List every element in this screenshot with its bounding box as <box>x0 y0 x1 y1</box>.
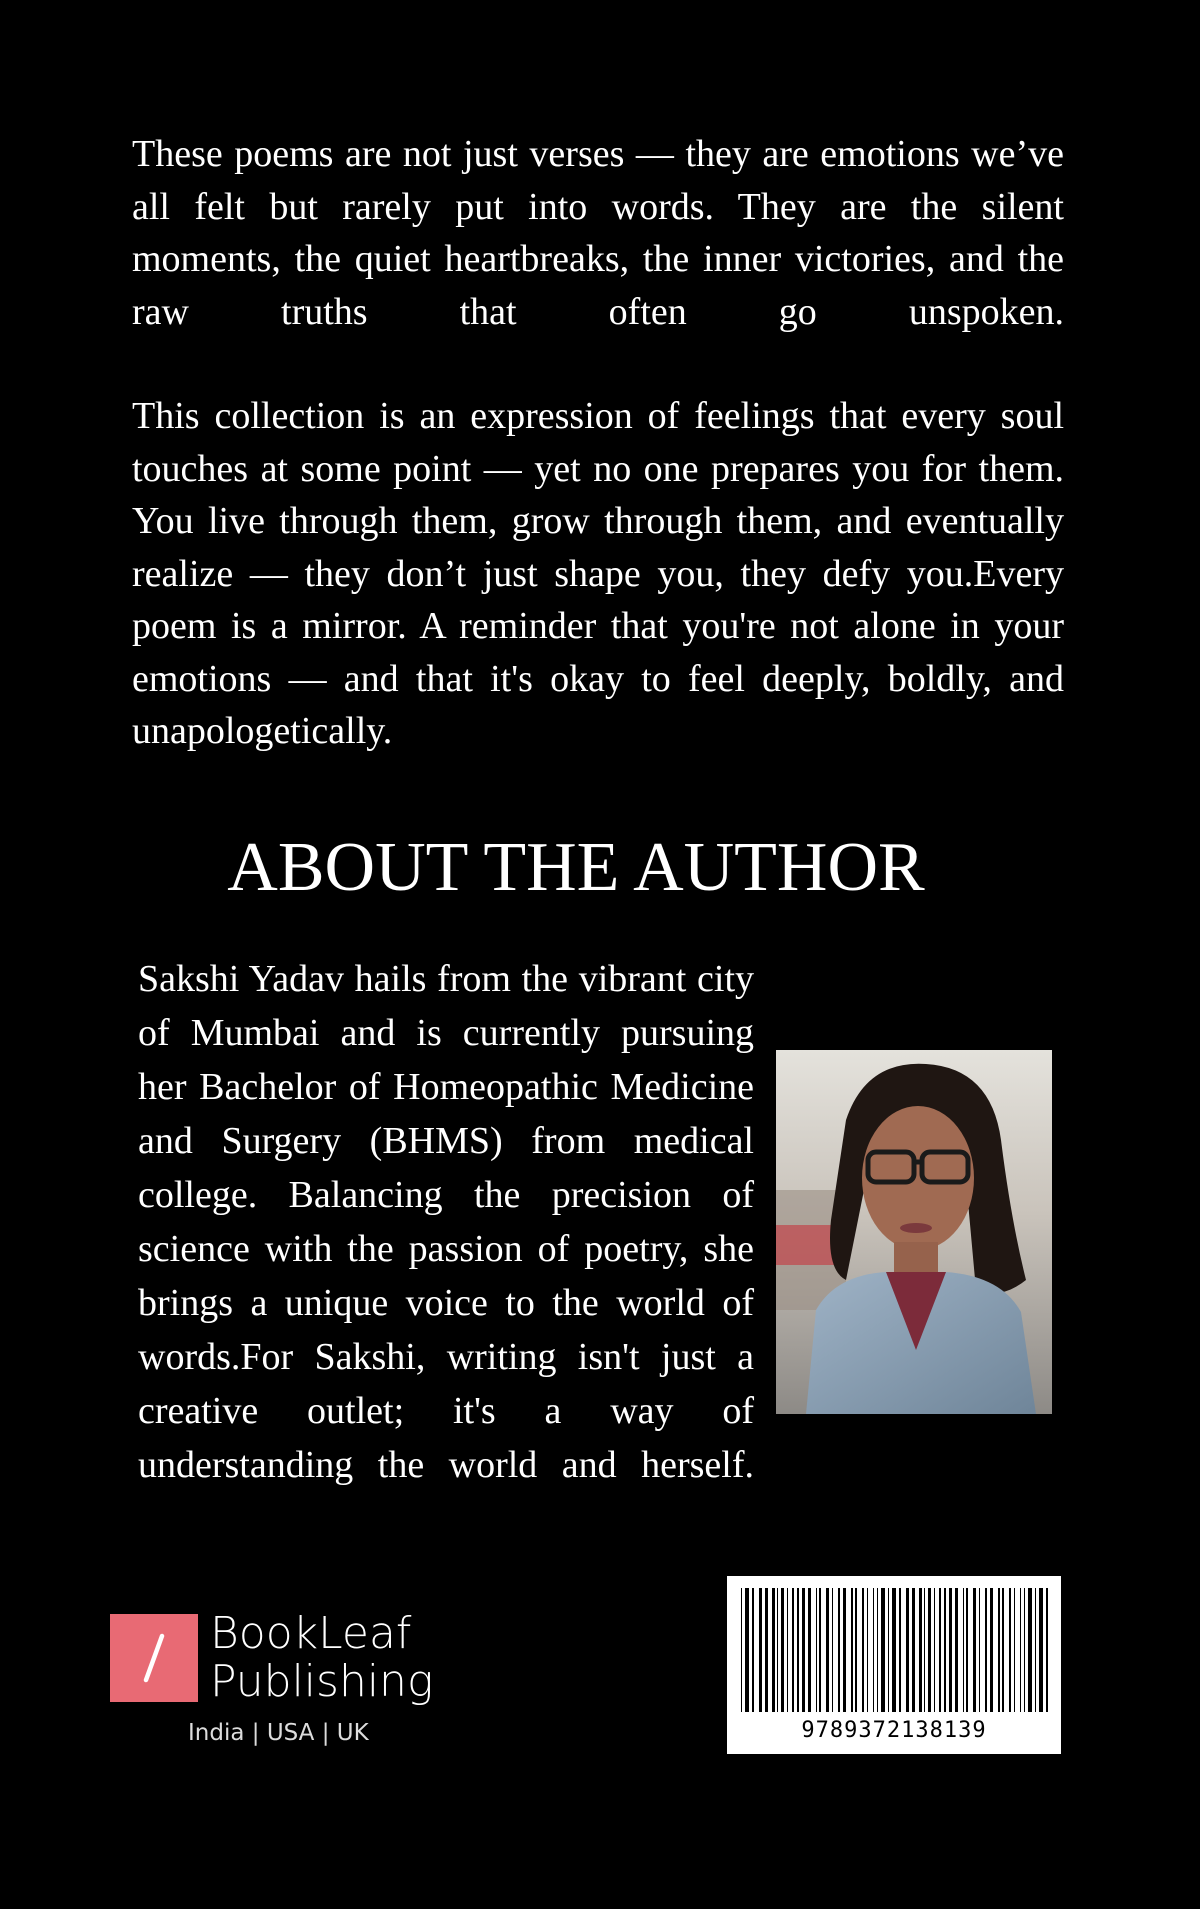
barcode-bar <box>772 1588 775 1712</box>
barcode-bar <box>787 1588 788 1712</box>
barcode-bar <box>1028 1588 1032 1712</box>
barcode-bar <box>1002 1588 1004 1712</box>
barcode-bar <box>741 1588 742 1712</box>
barcode-bar <box>966 1588 968 1712</box>
barcode-bar <box>873 1588 874 1712</box>
barcode-bar <box>990 1588 993 1712</box>
barcode-bar <box>851 1588 853 1712</box>
slash-icon <box>110 1614 198 1702</box>
author-bio: Sakshi Yadav hails from the vibrant city of Mumbai and is currently pursuing her Bachelor of Homeopathic Medicine and Surgery (BHMS) from medical college. Balancing the precision of science with the passion of poetry, she brings a unique voice to the world of words.For Sakshi, writing isn't just a creative outlet; it's a way of understanding the world and herself. <box>138 958 754 1486</box>
barcode-bar <box>892 1588 896 1712</box>
blurb-paragraph-1: These poems are not just verses — they are emotions we’ve all felt but rarely put into words. They are the silent moments, the quiet heartbreaks, the inner victories, and the raw truths that often go unspoken. <box>132 133 1064 333</box>
barcode-bar <box>877 1588 878 1712</box>
barcode-bars <box>727 1576 1061 1716</box>
barcode-bar <box>881 1588 885 1712</box>
barcode-bar <box>759 1588 762 1712</box>
barcode-bar <box>781 1588 784 1712</box>
barcode-bar <box>808 1588 811 1712</box>
barcode-bar <box>955 1588 958 1712</box>
barcode-bar <box>797 1588 799 1712</box>
barcode-bar <box>802 1588 805 1712</box>
barcode-bar <box>1035 1588 1036 1712</box>
author-photo <box>776 1050 1052 1414</box>
barcode-bar <box>985 1588 987 1712</box>
publisher-logo-mark <box>110 1614 198 1702</box>
barcode-bar <box>1024 1588 1025 1712</box>
barcode-bar <box>777 1588 778 1712</box>
barcode-bar <box>792 1588 794 1712</box>
barcode-bar <box>888 1588 889 1712</box>
barcode-bar <box>832 1588 833 1712</box>
blurb-paragraph-2: This collection is an expression of feelings that every soul touches at some point — yet no one prepares you for them. You live through them, grow through them, and eventually realize — they don’t just shape you, they defy you.Every poem is a mirror. A reminder that you're not alone in your emotions — and that it's okay to feel deeply, boldly, and unapologetically. <box>132 395 1064 752</box>
barcode-bar <box>906 1588 909 1712</box>
barcode-bar <box>939 1588 941 1712</box>
barcode-bar <box>912 1588 915 1712</box>
publisher-logo <box>110 1610 440 1720</box>
barcode-bar <box>867 1588 868 1712</box>
barcode-bar <box>928 1588 931 1712</box>
isbn-barcode <box>727 1576 1061 1754</box>
barcode-bar <box>1020 1588 1021 1712</box>
barcode-bar <box>1039 1588 1043 1712</box>
barcode-bar <box>745 1588 749 1712</box>
barcode-bar <box>963 1588 964 1712</box>
barcode-bar <box>924 1588 925 1712</box>
barcode-bar <box>899 1588 901 1712</box>
barcode-bar <box>862 1588 864 1712</box>
barcode-bar <box>765 1588 768 1712</box>
barcode-bar <box>816 1588 817 1712</box>
publisher-name-line-1: BookLeaf <box>210 1608 412 1659</box>
barcode-bar <box>1046 1588 1048 1712</box>
about-author-heading: ABOUT THE AUTHOR <box>227 829 925 906</box>
barcode-bar <box>934 1588 935 1712</box>
publisher-name-line-2: Publishing <box>210 1656 434 1707</box>
barcode-bar <box>838 1588 840 1712</box>
barcode-bar <box>1014 1588 1015 1712</box>
barcode-bar <box>998 1588 1000 1712</box>
barcode-bar <box>919 1588 922 1712</box>
publisher-name <box>210 1610 433 1706</box>
barcode-bar <box>752 1588 754 1712</box>
barcode-bar <box>826 1588 829 1712</box>
barcode-bar <box>855 1588 857 1712</box>
author-portrait-image <box>776 1050 1052 1414</box>
isbn-number: 9789372138139 <box>801 1718 987 1743</box>
barcode-bar <box>843 1588 846 1712</box>
barcode-bar <box>819 1588 821 1712</box>
barcode-bar <box>944 1588 946 1712</box>
barcode-bar <box>973 1588 976 1712</box>
barcode-bar <box>979 1588 980 1712</box>
publisher-regions: India | USA | UK <box>188 1720 369 1746</box>
barcode-bar <box>1009 1588 1011 1712</box>
barcode-bar <box>949 1588 952 1712</box>
